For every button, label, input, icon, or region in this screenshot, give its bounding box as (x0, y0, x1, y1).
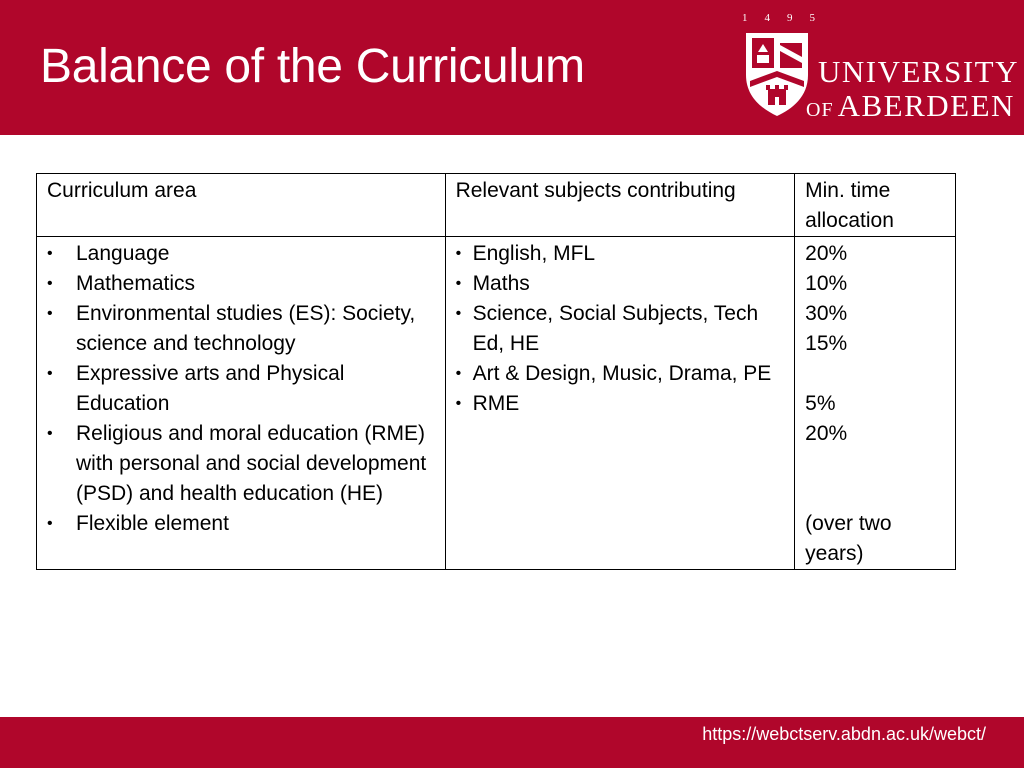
list-item: • Maths (456, 269, 785, 299)
curriculum-areas-cell (37, 237, 446, 570)
footer-url-link[interactable]: https://webctserv.abdn.ac.uk/webct/ (702, 724, 986, 744)
allocation-value: 10% (805, 272, 848, 295)
list-item: • Flexible element (47, 509, 435, 539)
logo-founding-year: 1 4 9 5 (742, 12, 816, 24)
table-header-row (37, 174, 956, 237)
crest-icon (742, 29, 812, 119)
curriculum-area-list (47, 239, 435, 539)
list-item: • Environmental studies (ES): Society, science and technology (47, 299, 435, 359)
list-item: • Language (47, 239, 435, 269)
allocation-value: 20% (805, 242, 848, 265)
allocation-value: 5% (805, 392, 836, 415)
list-item: • Expressive arts and Physical Education (47, 359, 435, 419)
allocation-spacer (805, 359, 945, 389)
allocation-spacer (805, 449, 945, 479)
allocation-note: (over two years) (805, 512, 892, 565)
university-logo (742, 12, 1019, 124)
table-row (37, 237, 956, 570)
curriculum-table (36, 173, 956, 570)
allocation-spacer (805, 479, 945, 509)
header-relevant-subjects: Relevant subjects contributing (445, 174, 795, 237)
header-curriculum-area: Curriculum area (37, 174, 446, 237)
list-item: • Mathematics (47, 269, 435, 299)
header-bar (0, 0, 1024, 135)
header-min-time: Min. time allocation (795, 174, 956, 237)
list-item: • Art & Design, Music, Drama, PE (456, 359, 785, 389)
allocation-value: 15% (805, 332, 848, 355)
logo-text-aberdeen: OF ABERDEEN (806, 88, 1015, 123)
page-title: Balance of the Curriculum (40, 40, 585, 93)
list-item: • Science, Social Subjects, Tech Ed, HE (456, 299, 785, 359)
list-item: • RME (456, 389, 785, 419)
allocation-cell (795, 237, 956, 570)
footer-bar (0, 717, 1024, 768)
list-item: • Religious and moral education (RME) with personal and social development (PSD) and health education (HE) (47, 419, 435, 509)
subject-list (456, 239, 785, 419)
list-item: • English, MFL (456, 239, 785, 269)
allocation-value: 20% (805, 422, 848, 445)
allocation-value: 30% (805, 302, 848, 325)
subjects-cell (445, 237, 795, 570)
logo-text-university: UNIVERSITY (818, 54, 1019, 89)
